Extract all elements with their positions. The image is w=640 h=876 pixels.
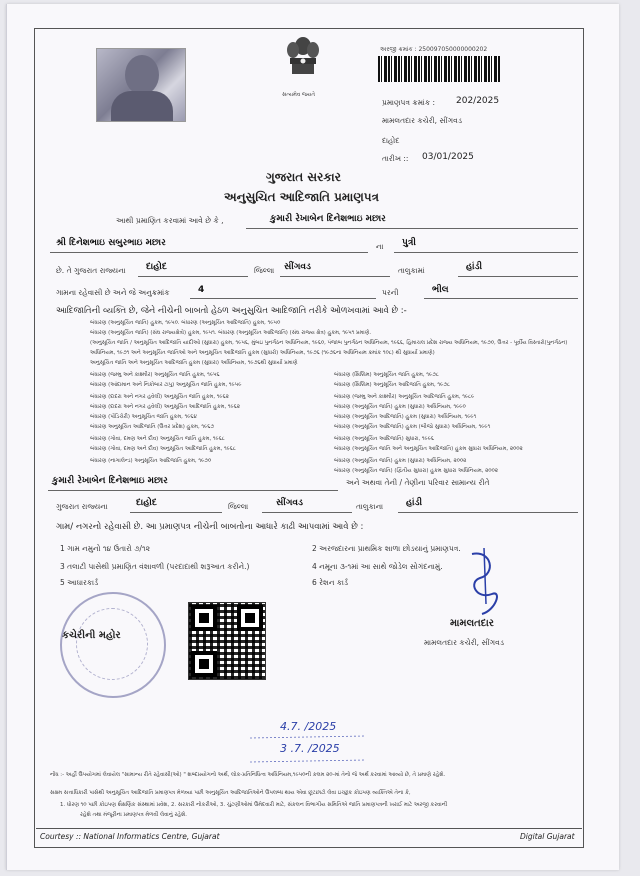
order-left: બંધારણ (ગોવા, દમણ અને દીવ) અનુસૂચિત જાતિ હુકમ, ૧૯૬૮ [90, 436, 225, 442]
taluka-label-2: તાલુકાના [356, 502, 384, 511]
order-line: અધિનિયમ, ૧૯૭૧ અને અનુસૂચિત જાતિઓ અને અનુસૂચિત આદિજાતિ હુકમ (સુધારો) અધિનિયમ, ૧૯૭૬ (૧૯૭૬ના અધિનિયમ ક્રમાંક ૧૦૮) થી સુધાર્યા પ્રમાણે) [90, 350, 435, 356]
state-emblem-icon [282, 34, 324, 86]
village-value-2: હાંડી [406, 498, 423, 508]
document-item: 2 અરજદારના પ્રાથમિક શાળા છોડયાનું પ્રમાણપત્ર. [312, 544, 461, 553]
order-left: બંધારણ (ગોવા, દમણ અને દીવ) અનુસૂચિત આદિજાતિ હુકમ, ૧૯૬૮ [90, 446, 236, 452]
note-line: 1. ધોરણ ૧૦ પછી કોઇપણ શૈક્ષણિક સંસ્થામાં પ્રવેશ, 2. સરકારી નોકરીઓ, 3. ચુંટણીઓમાં ઉમેદવારી માટે, સંકલન વિભાગીય સમિતિએ જાતિ પ્રમાણપત્રની ખરાઈ માટે અરજી કરવાની [60, 802, 448, 808]
tribe-text: આદિજાતિની વ્યક્તિ છે, જેને નીચેની બાબતો હેઠળ અનુસુચિત આદિજાતિ તરીકે ઓળખવામાં આવે છે :- [56, 306, 407, 316]
district-value: દાહોદ [146, 262, 167, 272]
signatory-title: મામલતદાર [450, 618, 494, 629]
office-seal [60, 592, 166, 698]
family-text: અને અથવા તેની / તેણીના પરિવાર સામાન્ય રીતે [346, 478, 490, 487]
village-value: હાંડી [466, 262, 483, 272]
document-item: 6 રેશન કાર્ડ [312, 578, 349, 587]
serial-number: 4 [198, 285, 205, 295]
order-left: બંધારણ (દાદરા અને નગર હવેલી) અનુસૂચિત આદિજાતિ હુકમ, ૧૯૬૨ [90, 404, 240, 410]
emblem-caption: સત્યમેવ જયતે [282, 92, 316, 98]
handwritten-date-2: 3 .7. /2025 [280, 742, 340, 755]
father-name: શ્રી દિનેશભાઇ સબુરભાઇ મછાર [56, 238, 166, 248]
taluka-value-2: સીંગવડ [276, 498, 303, 508]
order-right: બંધારણ (અનુસૂચિત આદિજાતિ) સુધારા, ૧૯૯૬ [334, 436, 434, 442]
order-right: બંધારણ (અનુસૂચિત જાતિ) હુકમ (સુધારા) અધિનિયમ, ૧૯૯૦ [334, 404, 466, 410]
taluka-value: સીંગવડ [284, 262, 311, 272]
document-item: 4 નમૂના ૩-૧માં આ સાથે જોડેલ સોગંદનામું. [312, 562, 443, 571]
handwritten-date-1: 4.7. /2025 [280, 720, 337, 733]
order-right: બંધારણ (સિક્કિમ) અનુસૂચિત જાતિ હુકમ, ૧૯૭૮ [334, 372, 439, 378]
applicant-photo [96, 48, 186, 122]
certify-text: આથી પ્રમાણિત કરવામાં આવે છે કે , [116, 216, 224, 225]
resident-text: ગામના રહેવાસી છે અને જે અનુક્રમાંક [56, 288, 170, 297]
certificate-number-label: પ્રમાણપત્ર ક્રમાંક : [382, 98, 436, 107]
note-line: રહેશે તથા મંજૂરીના પ્રમાણપત્ર મેળવી લેવાનું રહેશે. [80, 812, 187, 818]
order-left: બંધારણ (આંદામાન અને નિકોબાર ટાપુ) અનુસૂચિત જાતિ હુકમ, ૧૯૫૯ [90, 382, 242, 388]
caste-value: ભીલ [432, 285, 449, 295]
note-line: નોંધ :- અહીં ઉપયોગમાં લેવાયેલ "સામાન્ય રીતે રહેવાસી(ઓ) " શબ્દપ્રયોગનો અર્થ, લોક-પ્રતિનિધિત્વ અધિનિયમ,૧૯૫૦ની કલમ ૨૦-માં તેનો જે અર્થ કરવામાં આવ્યો છે, તે પ્રમાણે રહેશે. [50, 772, 446, 778]
office-stamp-label: કચેરીની મહોર [62, 630, 121, 641]
order-right: બંધારણ (અનુસૂચિત જાતિ) (દ્વિતીય સુધારા) હુકમ સુધારા અધિનિયમ, ૨૦૦૨ [334, 468, 498, 474]
order-right: બંધારણ (અનુસૂચિત જાતિ) હુકમ (સુધારા) અધિનિયમ, ૨૦૦૨ [334, 458, 467, 464]
order-line: (અનુસૂચિત જાતિ / અનુસૂચિત આદિજાતિ યાદીઓ (સુધારા) હુકમ, ૧૯૫૬, મુંબઇ પુનર્ગઠન અધિનિયમ, ૧૯૬૦, પંજાબ પુનર્ગઠન અધિનિયમ, ૧૯૬૬, હિમાચલ પ્રદેશ રાજ્ય અધિનિયમ, ૧૯૭૦, ઉત્તર - પૂર્વીય વિસ્તારો(પુનર્ગઠન) [90, 340, 568, 346]
district-value-2: દાહોદ [136, 498, 157, 508]
signature-mark [462, 544, 506, 618]
district-label: જિલ્લા [254, 266, 275, 275]
state-text: છે. તે ગુજરાત રાજ્યના [56, 266, 126, 275]
header-district: દાહોદ [382, 136, 400, 145]
state-text-2: ગુજરાત રાજ્યના [56, 502, 108, 511]
district-label-2: જિલ્લા [228, 502, 249, 511]
government-title: ગુજરાત સરકાર [266, 170, 341, 184]
document-item: 3 તલાટી પાસેથી પ્રમાણિત વંશાવળી (પરદાદાથી શરૂઆત કરીને.) [60, 562, 250, 571]
order-left: બંધારણ (પોંડિચેરી) અનુસૂચિત જાતિ હુકમ, ૧૯૬૪ [90, 414, 197, 420]
order-line: બંધારણ (અનુસૂચિત જાતિ) હુકમ, ૧૯૫૦. બંધારણ (અનુસૂચિત આદિજાતિ) હુકમ, ૧૯૫૦ [90, 320, 281, 326]
na-label: ના [376, 242, 384, 251]
note-line: સક્ષમ સત્તાધિકારી પાસેથી અનુસૂચિત આદિજાતિ પ્રમાણપત્ર મેળવ્યા પછી અનુસૂચિત આદિજાતિઓને ઉપલબ્ધ થાય એવા છૂટછાટો લેવા ઇચ્છુક કોઇપણ વ્યક્તિએ તેના કે, [50, 790, 411, 796]
document-item: 5 આધારકાર્ડ [60, 578, 99, 587]
order-right: બંધારણ (જમ્મુ અને કાશ્મીર) અનુસૂચિત આદિજાતિ હુકમ, ૧૯૮૯ [334, 394, 475, 400]
order-left: બંધારણ (નાગાલેન્ડ) અનુસૂચિત આદિજાતિ હુકમ, ૧૯૭૦ [90, 458, 212, 464]
issue-date: 03/01/2025 [422, 152, 474, 162]
barcode [378, 56, 500, 82]
caste-of-label: પરની [382, 288, 399, 297]
qr-code [188, 602, 266, 680]
order-left: બંધારણ (દાદરા અને નગર હવેલી) અનુસૂચિત જાતિ હુકમ, ૧૯૬૨ [90, 394, 229, 400]
document-item: 1 ગામ નમુનો ૧૪ ઉતારો ૭/૧૨ [60, 544, 151, 553]
applicant-name-2: કુમારી રેખાબેન દિનેશભાઇ મછાર [52, 476, 168, 486]
order-right: બંધારણ (સિક્કિમ) અનુસૂચિત આદિજાતિ હુકમ, ૧૯૭૮ [334, 382, 450, 388]
signatory-office: મામલતદાર કચેરી, સીંગવડ [424, 638, 504, 647]
footer-courtesy: Courtesy :: National Informatics Centre, Gujarat [40, 832, 220, 841]
date-label: તારીખ :: [382, 154, 409, 163]
order-line: અનુસૂચિત જાતિ અને અનુસૂચિત આદિજાતિ હુકમ (સુધારા) અધિનિયમ, ૧૯૭૬થી સુધાર્યા પ્રમાણે [90, 360, 298, 366]
header-office: મામલતદાર કચેરી, સીંગવડ [382, 116, 462, 125]
footer-brand: Digital Gujarat [520, 832, 575, 841]
certificate-number: 202/2025 [456, 96, 500, 106]
order-right: બંધારણ (અનુસૂચિત આદિજાતિ) હુકમ (સુધારા) અધિનિયમ, ૧૯૯૧ [334, 414, 477, 420]
relation: પુત્રી [402, 238, 416, 248]
applicant-name: કુમારી રેખાબેન દિનેશભાઇ મછાર [270, 214, 386, 224]
resident-text-2: ગામ/ નગરનો રહેવાસી છે. આ પ્રમાણપત્ર નીચેની બાબતોના આધારે કાઢી આપવામાં આવે છે : [56, 522, 364, 532]
certificate-title: અનુસુચિત આદિજાતિ પ્રમાણપત્ર [224, 190, 379, 204]
order-line: બંધારણ (અનુસૂચિત જાતિ) (સંઘ રાજ્યક્ષેત્રો) હુકમ, ૧૯૫૧. બંધારણ (અનુસૂચિત આદિજાતિ) (સંઘ રાજ્ય ક્ષેત્ર) હુકમ, ૧૯૫૧ પ્રમાણે. [90, 330, 372, 336]
order-right: બંધારણ (અનુસૂચિત જાતિ અને અનુસૂચિત આદિજાતિ) હુકમ સુધારા અધિનિયમ, ૨૦૦૨ [334, 446, 523, 452]
order-right: બંધારણ (અનુસૂચિત આદિજાતિ) હુકમ (બીજો સુધારા) અધિનિયમ, ૧૯૯૧ [334, 424, 491, 430]
order-left: બંધારણ અનુસૂચિત આદિજાતિ (ઉત્તર પ્રદેશ) હુકમ, ૧૯૬૭ [90, 424, 214, 430]
barcode-label: અરજી ક્રમાંક : 250097050000000202 [380, 46, 488, 53]
taluka-label: તાલુકામાં [398, 266, 425, 275]
order-left: બંધારણ (જમ્મુ અને કાશ્મીર) અનુસૂચિત જાતિ હુકમ, ૧૯૫૬ [90, 372, 220, 378]
